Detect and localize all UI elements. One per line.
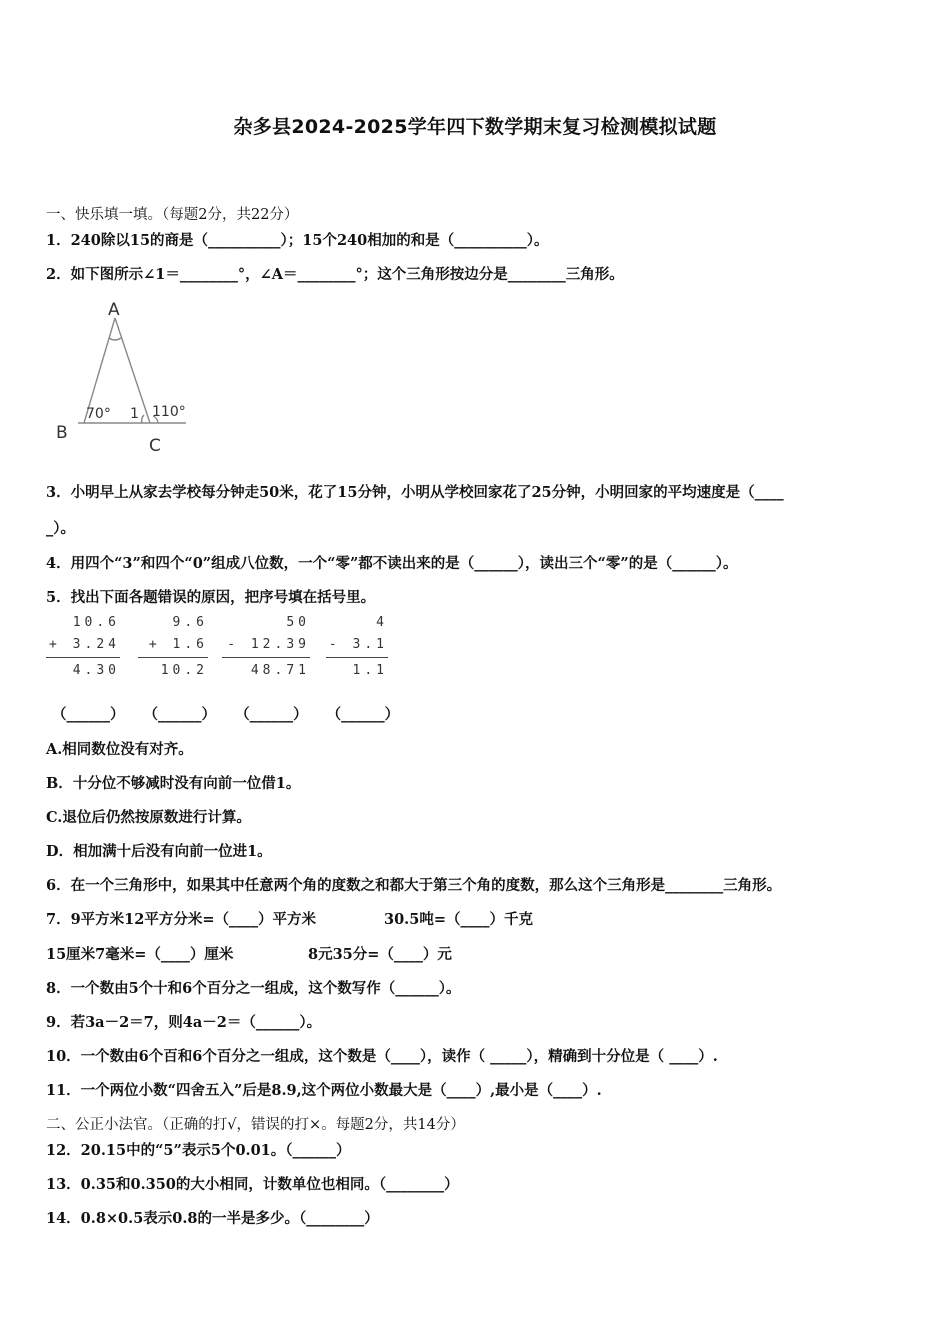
vertex-a-label: A (108, 300, 120, 320)
page-title: 杂多县2024-2025学年四下数学期末复习检测模拟试题 (233, 116, 717, 138)
question-7-part-d: 8元35分=（____）元 (308, 946, 452, 963)
calc-operand: + 1.6 (148, 637, 208, 652)
option-b: B．十分位不够减时没有向前一位借1。 (46, 775, 301, 792)
question-5: 5．找出下面各题错误的原因，把序号填在括号里。 (46, 589, 376, 606)
vertex-c-label: C (149, 436, 161, 456)
vertical-calc-1 (46, 612, 120, 682)
section-2-heading: 二、公正小法官。（正确的打√，错误的打×。每题2分，共14分） (46, 1117, 465, 1133)
vertex-b-label: B (56, 423, 68, 443)
calc-result: 10.2 (160, 663, 208, 678)
calc-top: 9.6 (172, 615, 208, 630)
calc-result: 1.1 (352, 663, 388, 678)
question-1: 1．240除以15的商是（__________）；15个240相加的和是（__________）。 (46, 232, 549, 249)
calc-operand: - 3.1 (328, 637, 388, 652)
calc-result: 4.30 (72, 663, 120, 678)
vertical-calc-2 (138, 612, 208, 682)
calc-top: 50 (286, 615, 310, 630)
section-1-heading: 一、快乐填一填。（每题2分，共22分） (46, 207, 299, 223)
question-7-part-a: 7．9平方米12平方分米=（____）平方米 (46, 911, 317, 928)
question-10: 10．一个数由6个百和6个百分之一组成，这个数是（____），读作（ _____），精确到十分位是（ ____）. (46, 1048, 718, 1065)
question-13: 13．0.35和0.350的大小相同，计数单位也相同。（________） (46, 1176, 459, 1193)
angle-1-arc (142, 415, 144, 423)
question-3-line-1: 3．小明早上从家去学校每分钟走50米，花了15分钟，小明从学校回家花了25分钟，小明回家的平均速度是（____ (46, 484, 784, 501)
option-d: D．相加满十后没有向前一位进1。 (46, 843, 272, 860)
angle-a-arc (109, 338, 121, 340)
question-8: 8．一个数由5个十和6个百分之一组成，这个数写作（______）。 (46, 980, 461, 997)
vertical-calc-4 (326, 612, 388, 682)
option-c: C.退位后仍然按原数进行计算。 (46, 809, 251, 826)
angle-b-label: 70° (86, 406, 111, 422)
question-9: 9．若3a－2＝7，则4a－2＝（______）。 (46, 1014, 322, 1031)
calc-operand: - 12.39 (227, 637, 310, 652)
question-3-line-2: _）。 (46, 520, 75, 537)
question-12: 12．20.15中的“5”表示5个0.01。（______） (46, 1142, 351, 1159)
angle-1-label: 1 (130, 406, 139, 422)
option-a: A.相同数位没有对齐。 (46, 741, 193, 758)
question-5-answer-blanks: （______） （______） （______） （______） (52, 706, 400, 723)
triangle-figure (52, 296, 202, 461)
question-6: 6．在一个三角形中，如果其中任意两个角的度数之和都大于第三个角的度数，那么这个三角形是________三角形。 (46, 877, 782, 894)
calc-top: 10.6 (72, 615, 120, 630)
question-4: 4．用四个“3”和四个“0”组成八位数，一个“零”都不读出来的是（______），读出三个“零”的是（______）。 (46, 555, 738, 572)
question-2: 2．如下图所示∠1＝________°，∠A＝________°；这个三角形按边分是________三角形。 (46, 266, 624, 283)
question-7-part-c: 15厘米7毫米=（____）厘米 (46, 946, 234, 963)
question-7-part-b: 30.5吨=（____）千克 (384, 911, 533, 928)
question-14: 14．0.8×0.5表示0.8的一半是多少。（________） (46, 1210, 379, 1227)
question-11: 11．一个两位小数“四舍五入”后是8.9,这个两位小数最大是（____）,最小是（____）. (46, 1082, 602, 1099)
vertical-calc-3 (222, 612, 310, 682)
calc-result: 48.71 (250, 663, 310, 678)
exterior-angle-label: 110° (152, 404, 186, 420)
calc-operand: + 3.24 (49, 637, 120, 652)
calc-top: 4 (376, 615, 388, 630)
